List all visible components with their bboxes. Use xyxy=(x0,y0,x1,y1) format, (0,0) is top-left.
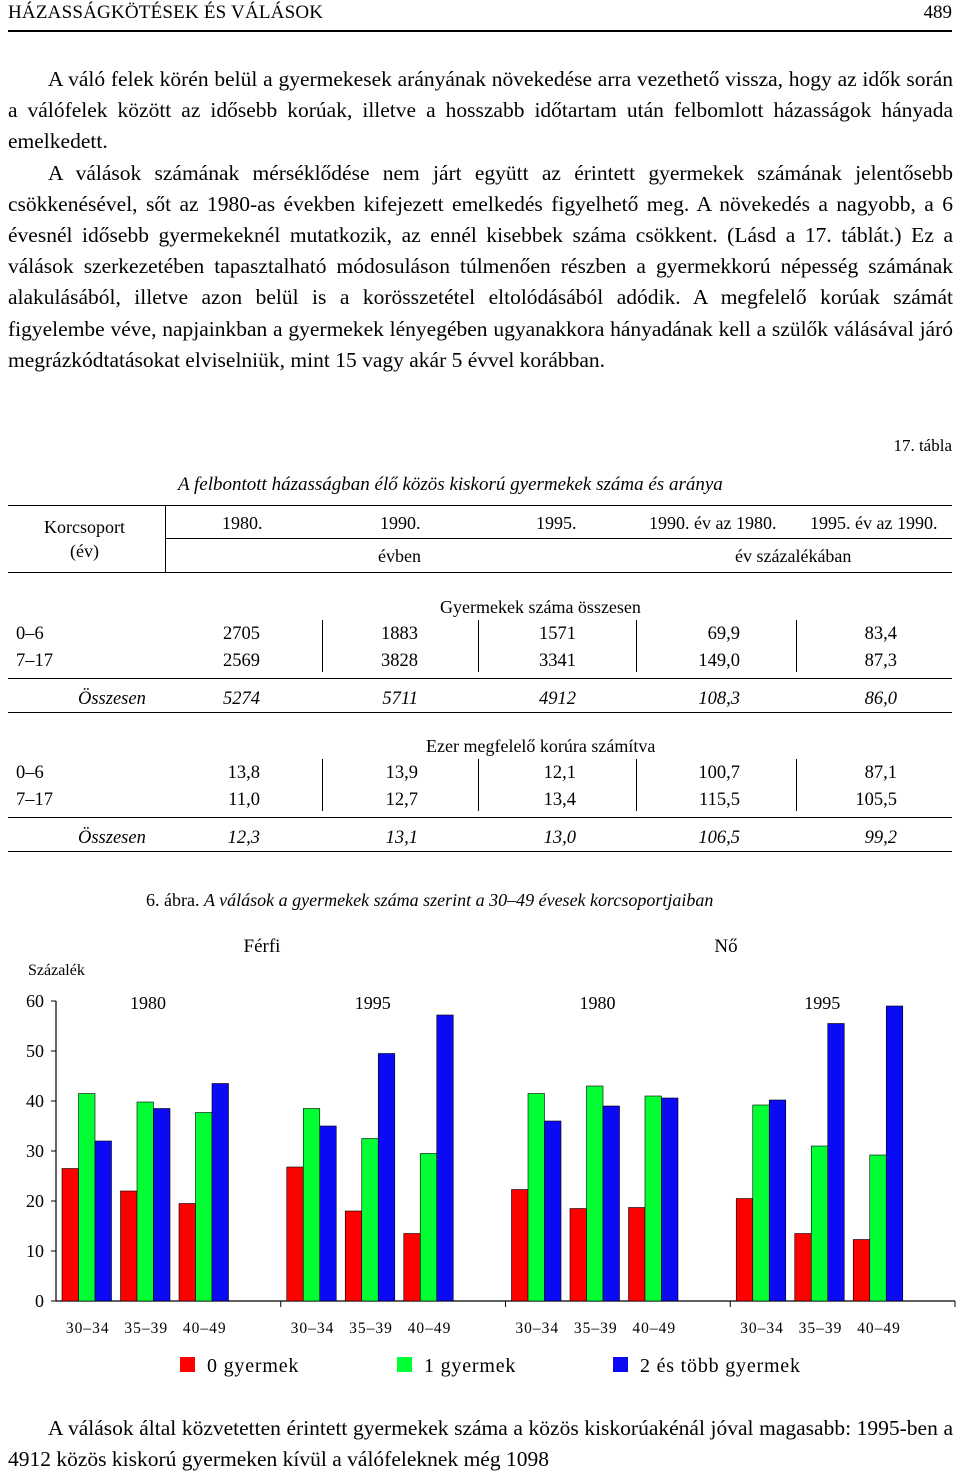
table-cell: 3341 xyxy=(539,651,576,671)
panel-label: Férfi xyxy=(243,936,281,957)
table-cell: 13,8 xyxy=(227,763,260,783)
table-title: A felbontott házasságban élő közös kiskorú gyermekek száma és aránya xyxy=(178,474,723,495)
table-cell: 83,4 xyxy=(864,624,897,644)
legend-swatch xyxy=(180,1357,195,1372)
bar xyxy=(795,1234,812,1302)
total-rule xyxy=(8,712,952,713)
col-header-1995: 1995. xyxy=(536,513,577,533)
x-tick-label: 40–49 xyxy=(182,1320,227,1337)
row-label: 0–6 xyxy=(16,624,44,644)
bar xyxy=(853,1240,870,1302)
row-label-total: Összesen xyxy=(78,828,146,848)
table-cell-total: 5274 xyxy=(223,689,260,709)
bar xyxy=(287,1167,304,1301)
table-bottom-rule xyxy=(8,851,952,852)
bar xyxy=(736,1199,753,1302)
total-rule xyxy=(8,817,952,818)
bar xyxy=(512,1190,529,1302)
table-cell: 12,1 xyxy=(543,763,576,783)
bar xyxy=(811,1146,828,1301)
table-cell: 2705 xyxy=(223,624,260,644)
bar xyxy=(886,1006,903,1301)
x-tick-label: 35–39 xyxy=(573,1320,618,1337)
bar xyxy=(362,1139,379,1302)
col-divider xyxy=(796,759,797,811)
bar xyxy=(528,1094,545,1302)
bar xyxy=(753,1105,770,1301)
bar xyxy=(79,1094,96,1302)
col-header-1990-vs-1980: 1990. év az 1980. xyxy=(649,513,777,533)
group-year-label: 1980 xyxy=(130,993,166,1013)
table-cell-total: 13,1 xyxy=(385,828,418,848)
x-tick-label: 40–49 xyxy=(857,1320,901,1337)
body-text-continued xyxy=(8,1413,953,1475)
paragraph-3: A válások által közvetetten érintett gyermekek száma a közös kiskorúakénál jóval magasabb: 1995-ben a 4912 közös kiskorú gyermeken kívül a válófeleknek még 1098 xyxy=(8,1416,953,1472)
bar xyxy=(545,1121,562,1301)
y-tick-label: 60 xyxy=(26,991,44,1011)
table-cell: 87,3 xyxy=(864,651,897,671)
table-cell-total: 108,3 xyxy=(698,689,740,709)
table-cell: 115,5 xyxy=(699,790,740,810)
col-divider xyxy=(478,620,479,672)
row-label-total: Összesen xyxy=(78,689,146,709)
section-heading: Gyermekek száma összesen xyxy=(440,597,641,617)
running-header: HÁZASSÁGKÖTÉSEK ÉS VÁLÁSOK xyxy=(8,2,324,23)
table-mid-rule xyxy=(165,538,952,539)
col-divider xyxy=(796,620,797,672)
table-cell: 87,1 xyxy=(864,763,897,783)
bar xyxy=(629,1208,646,1302)
row-label: 0–6 xyxy=(16,763,44,783)
header-rule xyxy=(8,30,952,32)
bar-chart xyxy=(0,925,960,1405)
col-header-1990: 1990. xyxy=(380,513,421,533)
bar xyxy=(420,1154,437,1302)
figure-caption xyxy=(146,890,713,911)
bar xyxy=(303,1109,320,1302)
table-cell: 105,5 xyxy=(855,790,897,810)
x-tick-label: 30–34 xyxy=(290,1320,335,1337)
col-divider xyxy=(478,759,479,811)
col-divider xyxy=(636,759,637,811)
table-cell: 13,4 xyxy=(543,790,576,810)
bar xyxy=(587,1086,604,1301)
stub-header-unit: (év) xyxy=(70,541,99,561)
table-cell: 11,0 xyxy=(228,790,260,810)
table-cell: 3828 xyxy=(381,651,418,671)
figure-number: 6. ábra. xyxy=(146,890,200,910)
col-divider xyxy=(636,620,637,672)
stub-header: Korcsoport xyxy=(44,517,125,537)
x-tick-label: 40–49 xyxy=(407,1320,452,1337)
x-tick-label: 35–39 xyxy=(798,1320,843,1337)
x-tick-label: 40–49 xyxy=(632,1320,677,1337)
legend-label: 2 és több gyermek xyxy=(640,1355,801,1377)
table-cell: 69,9 xyxy=(707,624,740,644)
x-tick-label: 30–34 xyxy=(65,1320,110,1337)
y-tick-label: 10 xyxy=(26,1241,44,1261)
bar xyxy=(121,1191,138,1301)
page-number: 489 xyxy=(923,2,952,23)
table-cell: 149,0 xyxy=(698,651,740,671)
bar xyxy=(179,1204,196,1302)
bar xyxy=(437,1015,454,1301)
table-cell-total: 13,0 xyxy=(543,828,576,848)
x-tick-label: 35–39 xyxy=(349,1320,393,1337)
bar xyxy=(154,1109,171,1302)
table-cell: 1883 xyxy=(381,624,418,644)
row-label: 7–17 xyxy=(16,651,53,671)
table-cell-total: 5711 xyxy=(382,689,418,709)
figure-title: A válások a gyermekek száma szerint a 30–49 évesek korcsoportjaiban xyxy=(203,890,714,910)
col-divider xyxy=(322,759,323,811)
table-cell: 100,7 xyxy=(698,763,740,783)
total-rule xyxy=(8,678,952,679)
table-cell: 2569 xyxy=(223,651,260,671)
group-year-label: 1980 xyxy=(579,993,616,1013)
col-header-1980: 1980. xyxy=(222,513,263,533)
bar xyxy=(769,1100,786,1301)
table-cell: 13,9 xyxy=(385,763,418,783)
x-tick-label: 30–34 xyxy=(740,1320,784,1337)
bar xyxy=(196,1113,213,1302)
bar xyxy=(828,1024,845,1302)
table-number: 17. tábla xyxy=(893,436,952,455)
body-text xyxy=(8,64,953,376)
table-cell: 1571 xyxy=(539,624,576,644)
stub-divider xyxy=(165,506,166,572)
x-tick-label: 35–39 xyxy=(124,1320,169,1337)
col-header-1995-vs-1990: 1995. év az 1990. xyxy=(810,513,938,533)
table-cell-total: 106,5 xyxy=(698,828,740,848)
legend-swatch xyxy=(397,1357,412,1372)
y-tick-label: 20 xyxy=(26,1191,44,1211)
bar xyxy=(645,1096,662,1301)
paragraph-1: A váló felek körén belül a gyermekesek arányának növekedése arra vezethető vissza, hogy az idők során a válófelek között az idősebb korúak, illetve a hosszabb időtartam után felbomlott házasságok hányada emelkedett. xyxy=(8,67,953,154)
bar xyxy=(570,1209,587,1302)
y-tick-label: 30 xyxy=(26,1141,44,1161)
paragraph-2: A válások számának mérséklődése nem járt együtt az érintett gyermekek számának jelentősebb csökkenésével, sőt az 1980-as években kifejezett emelkedés figyelhető meg. A növekedés a nagyobb, a 6 évesnél idősebb gyermekeknél mutatkozik, az ennél kisebbek száma csökkent. (Lásd a 17. táblát.) Ez a válások szerkezetében tapasztalható módosuláson túlmenően részben a gyermekkorú népesség számának alakulásából, illetve azon belül is a korösszetétel eltolódásából adódik. A megfelelő korúak számát figyelembe véve, napjainkban a gyermekek lényegében ugyanakkora hányadának kell a szülők válásával járó megrázkódtatásokat elviselniük, mint 15 vagy akár 5 évvel korábban. xyxy=(8,160,953,372)
table-cell-total: 4912 xyxy=(539,689,576,709)
unit-years: évben xyxy=(378,546,421,566)
bar xyxy=(95,1141,112,1301)
group-year-label: 1995 xyxy=(354,993,391,1013)
y-axis-title: Százalék xyxy=(28,962,85,979)
section-heading: Ezer megfelelő korúra számítva xyxy=(426,736,656,756)
bar xyxy=(404,1234,421,1302)
x-tick-label: 30–34 xyxy=(515,1320,560,1337)
panel-label: Nő xyxy=(714,936,738,957)
table-cell: 12,7 xyxy=(385,790,418,810)
unit-percent: év százalékában xyxy=(735,546,852,566)
row-label: 7–17 xyxy=(16,790,53,810)
y-tick-label: 40 xyxy=(26,1091,44,1111)
bar xyxy=(662,1098,679,1301)
table-cell-total: 12,3 xyxy=(227,828,260,848)
table-head-bottom-rule xyxy=(8,572,952,573)
bar xyxy=(870,1155,887,1301)
bar xyxy=(603,1106,620,1301)
bar xyxy=(62,1169,79,1302)
bar xyxy=(345,1211,362,1301)
bar xyxy=(212,1084,229,1302)
y-tick-label: 0 xyxy=(35,1291,44,1311)
col-divider xyxy=(322,620,323,672)
legend-label: 0 gyermek xyxy=(207,1355,300,1377)
table-top-rule xyxy=(8,505,952,506)
bar xyxy=(320,1126,337,1301)
table-cell-total: 99,2 xyxy=(864,828,897,848)
legend-swatch xyxy=(613,1357,628,1372)
table-cell-total: 86,0 xyxy=(864,689,897,709)
group-year-label: 1995 xyxy=(804,993,841,1013)
y-tick-label: 50 xyxy=(26,1041,44,1061)
legend-label: 1 gyermek xyxy=(424,1355,517,1377)
bar xyxy=(137,1102,154,1301)
bar xyxy=(378,1054,395,1302)
